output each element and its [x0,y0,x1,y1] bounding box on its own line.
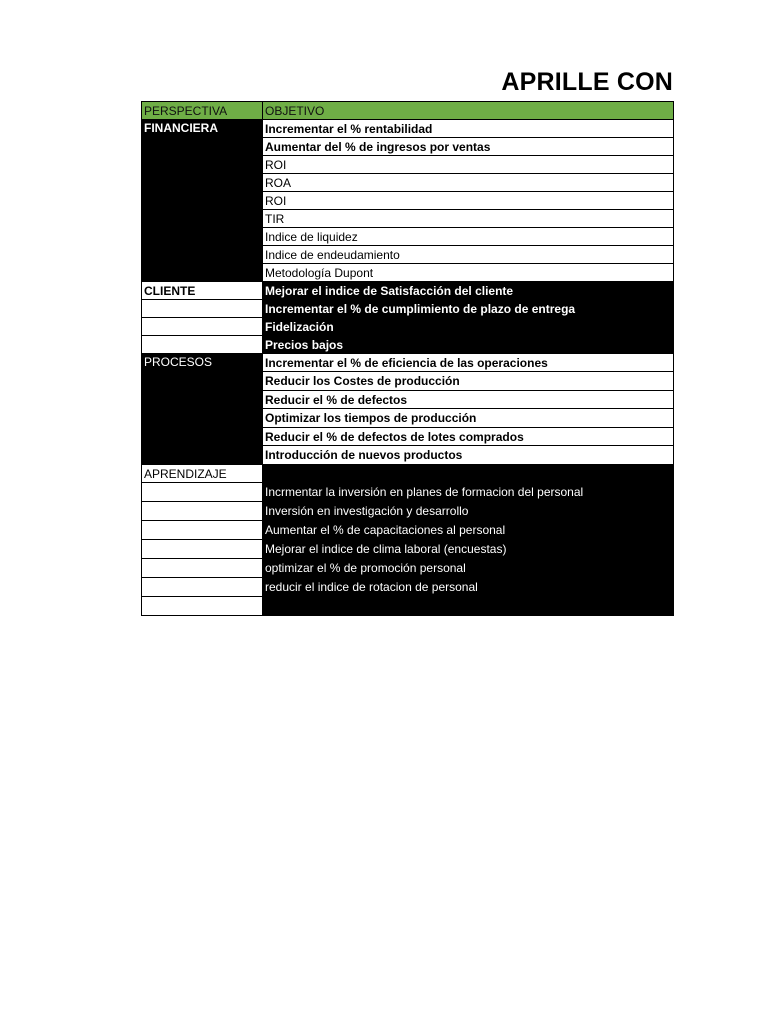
objective-cell-empty [263,597,674,616]
empty-cell [142,597,263,616]
table-row [142,559,674,578]
table-row [142,465,674,483]
objective-cell: ROI [263,156,674,174]
header-objective: OBJETIVO [263,102,674,120]
objective-cell: reducir el indice de rotacion de personal [263,578,674,597]
table-row [142,282,674,300]
empty-cell [142,336,263,354]
empty-cell [142,502,263,521]
objective-cell: Fidelización [263,318,674,336]
table-row [142,483,674,502]
table-row [142,354,674,372]
table-row [142,300,674,318]
perspective-cliente: CLIENTE [142,282,263,300]
objective-cell: Optimizar los tiempos de producción [263,409,674,428]
table-row [142,336,674,354]
objective-cell: optimizar el % de promoción personal [263,559,674,578]
balanced-scorecard-table [141,101,674,616]
empty-cell [142,483,263,502]
empty-cell [142,300,263,318]
empty-cell [142,521,263,540]
header-row [142,102,674,120]
table-row [142,578,674,597]
objective-cell: Indice de endeudamiento [263,246,674,264]
objective-cell: Aumentar el % de capacitaciones al personal [263,521,674,540]
objective-cell: Reducir el % de defectos [263,391,674,409]
objective-cell: Aumentar del % de ingresos por ventas [263,138,674,156]
header-perspective: PERSPECTIVA [142,102,263,120]
objective-cell: Incrementar el % de eficiencia de las operaciones [263,354,674,372]
objective-cell: Incrementar el % rentabilidad [263,120,674,138]
objective-cell: Inversión en investigación y desarrollo [263,502,674,521]
objective-cell: Incrmentar la inversión en planes de formacion del personal [263,483,674,502]
objective-cell: Introducción de nuevos productos [263,446,674,465]
objective-cell: ROI [263,192,674,210]
sheet-title: APRILLE CON [501,68,673,96]
empty-cell [142,318,263,336]
table-row [142,521,674,540]
objective-cell: TIR [263,210,674,228]
empty-cell [142,578,263,597]
perspective-aprendizaje: APRENDIZAJE [142,465,263,483]
empty-cell [142,540,263,559]
table-row [142,502,674,521]
objective-cell-empty [263,465,674,483]
table-row [142,540,674,559]
table-row [142,318,674,336]
objective-cell: Metodología Dupont [263,264,674,282]
objective-cell: Mejorar el indice de Satisfacción del cliente [263,282,674,300]
objective-cell: ROA [263,174,674,192]
objective-cell: Reducir el % de defectos de lotes comprados [263,428,674,446]
objective-cell: Precios bajos [263,336,674,354]
table-row [142,597,674,616]
empty-cell [142,559,263,578]
objective-cell: Indice de liquidez [263,228,674,246]
objective-cell: Reducir los Costes de producción [263,372,674,391]
objective-cell: Incrementar el % de cumplimiento de plazo de entrega [263,300,674,318]
perspective-financiera: FINANCIERA [142,120,263,282]
perspective-procesos: PROCESOS [142,354,263,465]
objective-cell: Mejorar el indice de clima laboral (encuestas) [263,540,674,559]
table-row [142,120,674,138]
